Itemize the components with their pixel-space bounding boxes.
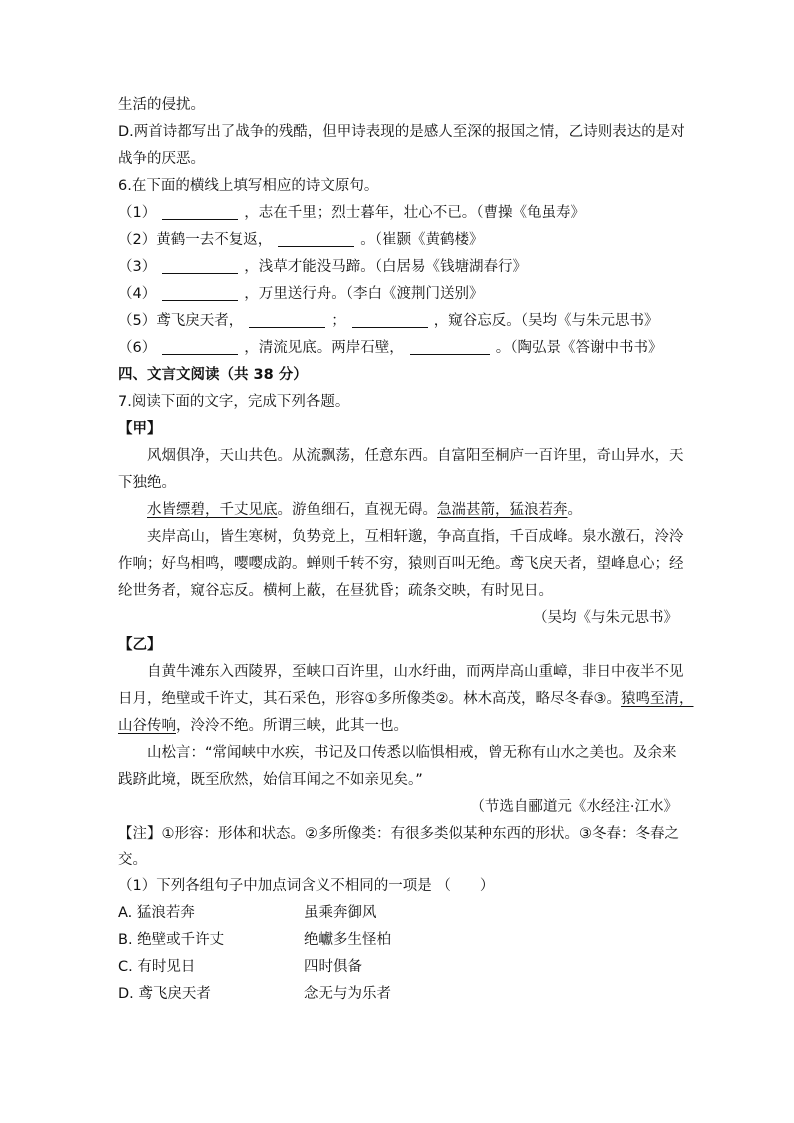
passage-line <box>118 713 678 740</box>
item-text: ，清流见底。两岸石壁， <box>244 340 404 356</box>
sub-question-1-title: （1）下列各组句子中加点词含义不相同的一项是 （ ） <box>118 878 495 894</box>
option-right: 念无与为乐者 <box>304 986 391 1002</box>
answer-blank[interactable] <box>410 337 490 355</box>
question-6-title: 6.在下面的横线上填写相应的诗文原句。 <box>118 178 379 194</box>
choice-option-d[interactable] <box>118 981 678 1008</box>
choice-option-c[interactable] <box>118 954 678 981</box>
answer-blank[interactable] <box>352 310 428 328</box>
option-left: C. 有时见日 <box>118 959 196 975</box>
passage-text: 。 <box>567 502 582 518</box>
passage-line: 纶世务者，窥谷忘反。横柯上蔽，在昼犹昏；疏条交映，有时见日。 <box>118 583 553 599</box>
answer-blank[interactable] <box>162 202 238 220</box>
option-left: B. 绝壁或千许丈 <box>118 932 225 948</box>
underlined-sentence: 猿鸣至清， <box>621 691 694 707</box>
item-text: ，窥谷忘反。（吴均《与朱元思书》 <box>433 313 659 329</box>
choice-option-a[interactable] <box>118 900 678 927</box>
passage-line: 自黄牛滩东入西陵界，至峡口百许里，山水纡曲，而两岸高山重嶂，非日中夜半不见 <box>147 664 684 680</box>
passage-jia-label: 【甲】 <box>118 421 162 437</box>
underlined-sentence: 急湍甚箭，猛浪若奔 <box>437 502 568 518</box>
passage-line: 下独绝。 <box>118 475 176 491</box>
passage-line <box>118 686 694 713</box>
option-left: D. 鸢飞戾天者 <box>118 986 211 1002</box>
option-left: A. 猛浪若奔 <box>118 905 195 921</box>
item-number: （1） <box>118 205 157 221</box>
option-d-line: D.两首诗都写出了战争的残酷，但甲诗表现的是感人至深的报国之情，乙诗则表达的是对 <box>118 124 685 140</box>
answer-blank[interactable] <box>162 283 238 301</box>
passage-line: 夹岸高山，皆生寒树，负势竞上，互相轩邈，争高直指，千百成峰。泉水激石，泠泠 <box>147 529 684 545</box>
item-text: ，志在千里；烈士暮年，壮心不已。（曹操《龟虽寿》 <box>244 205 585 221</box>
choice-option-b[interactable] <box>118 927 678 954</box>
document-page <box>118 92 694 1008</box>
answer-blank[interactable] <box>162 337 238 355</box>
item-number: （6） <box>118 340 157 356</box>
section-heading: 四、文言文阅读（共 38 分） <box>118 367 308 383</box>
q6-item-4 <box>118 281 678 308</box>
passage-text: 。游鱼细石，直视无碍。 <box>277 502 437 518</box>
item-text: ，万里送行舟。（李白《渡荆门送别》 <box>244 286 484 302</box>
option-right: 绝巘多生怪柏 <box>304 932 391 948</box>
passage-line: 山松言：“常闻峡中水疾，书记及口传悉以临惧相戒，曾无称有山水之美也。及余来 <box>147 745 677 761</box>
annotation-note: 【注】①形容：形体和状态。②多所像类：有很多类似某种东西的形状。③冬春：冬春之 <box>118 826 679 842</box>
passage-line: 践跻此境，既至欣然，始信耳闻之不如亲见矣。” <box>118 772 423 788</box>
item-text: ，浅草才能没马蹄。（白居易《钱塘湖春行》 <box>244 259 527 275</box>
question-7-title: 7.阅读下面的文字，完成下列各题。 <box>118 394 350 410</box>
answer-blank[interactable] <box>249 310 325 328</box>
q6-item-2 <box>118 227 678 254</box>
item-number: （3） <box>118 259 157 275</box>
passage-text: ，泠泠不绝。所谓三峡，此其一也。 <box>176 718 408 734</box>
option-right: 四时俱备 <box>304 959 362 975</box>
item-number: （4） <box>118 286 157 302</box>
answer-blank[interactable] <box>162 256 238 274</box>
item-text: 。（陶弘景《答谢中书书》 <box>495 340 663 356</box>
item-text: ； <box>331 313 346 329</box>
item-number: （5） <box>118 313 157 329</box>
passage-line: 风烟俱净，天山共色。从流飘荡，任意东西。自富阳至桐庐一百许里，奇山异水，天 <box>147 448 684 464</box>
q6-item-6 <box>118 335 678 362</box>
q6-item-5 <box>118 308 678 335</box>
q6-item-1 <box>118 200 678 227</box>
continuation-text: 生活的侵扰。 <box>118 97 205 113</box>
option-d-line: 战争的厌恶。 <box>118 151 205 167</box>
passage-line <box>118 497 678 524</box>
item-text: 鸢飞戾天者， <box>156 313 244 329</box>
passage-yi-label: 【乙】 <box>118 637 162 653</box>
option-right: 虽乘奔御风 <box>304 905 377 921</box>
q6-item-3 <box>118 254 678 281</box>
item-number: （2） <box>118 232 157 248</box>
answer-blank[interactable] <box>278 229 354 247</box>
underlined-sentence: 山谷传响 <box>118 718 176 734</box>
annotation-note: 交。 <box>118 852 147 868</box>
passage-text: 日月，绝壁或千许丈，其石采色，形容①多所像类②。林木高茂，略尽冬春③。 <box>118 691 621 707</box>
underlined-sentence: 水皆缥碧，千丈见底 <box>147 502 278 518</box>
passage-source: （节选自郦道元《水经注·江水》 <box>470 799 678 815</box>
item-text: 黄鹤一去不复返， <box>156 232 273 248</box>
passage-source: （吴均《与朱元思书》 <box>533 610 678 626</box>
passage-line: 作响；好鸟相鸣，嘤嘤成韵。蝉则千转不穷，猿则百叫无绝。鸢飞戾天者，望峰息心；经 <box>118 556 684 572</box>
item-text: 。（崔颢《黄鹤楼》 <box>360 232 484 248</box>
